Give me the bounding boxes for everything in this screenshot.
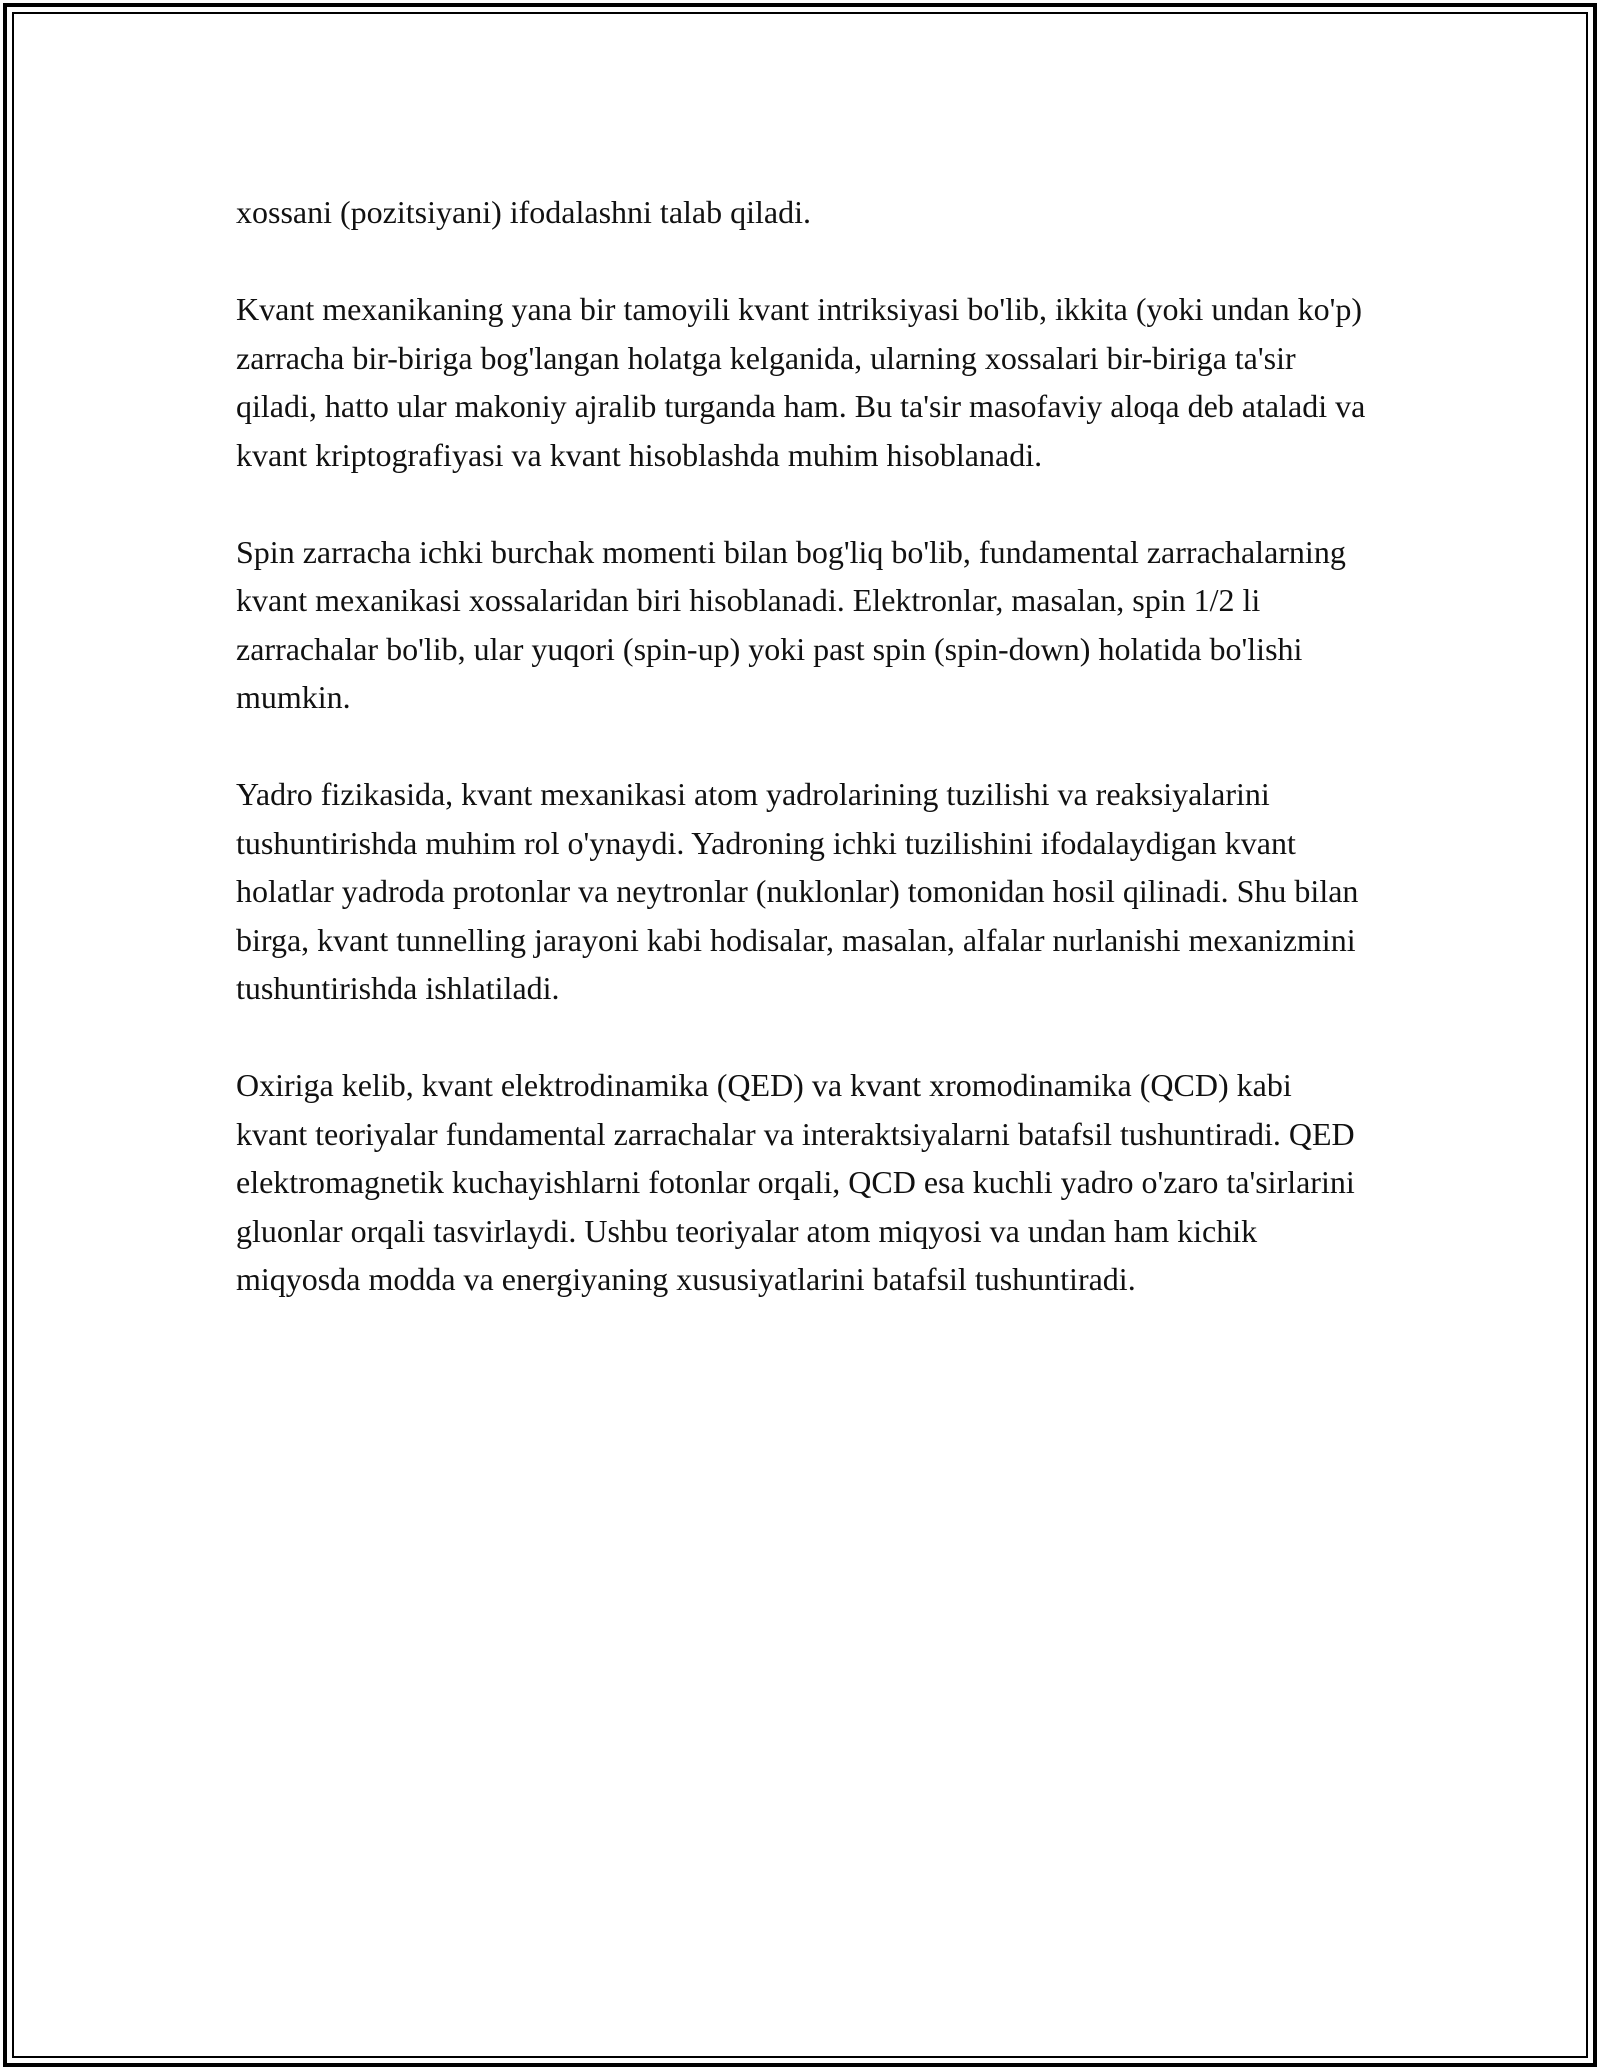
paragraph-2: Kvant mexanikaning yana bir tamoyili kvant intriksiyasi bo'lib, ikkita (yoki undan ko'p) zarracha bir-biriga bog'langan holatga kelganida, ularning xossalari bir-biriga ta'sir qiladi, hatto ular makoniy ajralib turganda ham. Bu ta'sir masofaviy aloqa deb ataladi va kvant kriptografiyasi va kvant hisoblashda muhim hisoblanadi. bbox=[236, 291, 1366, 473]
paragraph-4: Yadro fizikasida, kvant mexanikasi atom yadrolarining tuzilishi va reaksiyalarini tushuntirishda muhim rol o'ynaydi. Yadroning ichki tuzilishini ifodalaydigan kvant holatlar yadroda protonlar va neytronlar (nuklonlar) tomonidan hosil qilinadi. Shu bilan birga, kvant tunnelling jarayoni kabi hodisalar, masalan, alfalar nurlanishi mexanizmini tushuntirishda ishlatiladi. bbox=[236, 776, 1359, 1006]
paragraph-5: Oxiriga kelib, kvant elektrodinamika (QED) va kvant xromodinamika (QCD) kabi kvant teoriyalar fundamental zarrachalar va interaktsiyalarni batafsil tushuntiradi. QED elektromagnetik kuchayishlarni fotonlar orqali, QCD esa kuchli yadro o'zaro ta'sirlarini gluonlar orqali tasvirlaydi. Ushbu teoriyalar atom miqyosi va undan ham kichik miqyosda modda va energiyaning xususiyatlarini batafsil tushuntiradi. bbox=[236, 1067, 1355, 1297]
paragraph-3: Spin zarracha ichki burchak momenti bilan bog'liq bo'lib, fundamental zarrachalarning kvant mexanikasi xossalaridan biri hisoblanadi. Elektronlar, masalan, spin 1/2 li zarrachalar bo'lib, ular yuqori (spin-up) yoki past spin (spin-down) holatida bo'lishi mumkin. bbox=[236, 533, 1346, 715]
document-body bbox=[236, 188, 1366, 1352]
paragraph-1: xossani (pozitsiyani) ifodalashni talab qiladi. bbox=[236, 194, 811, 230]
